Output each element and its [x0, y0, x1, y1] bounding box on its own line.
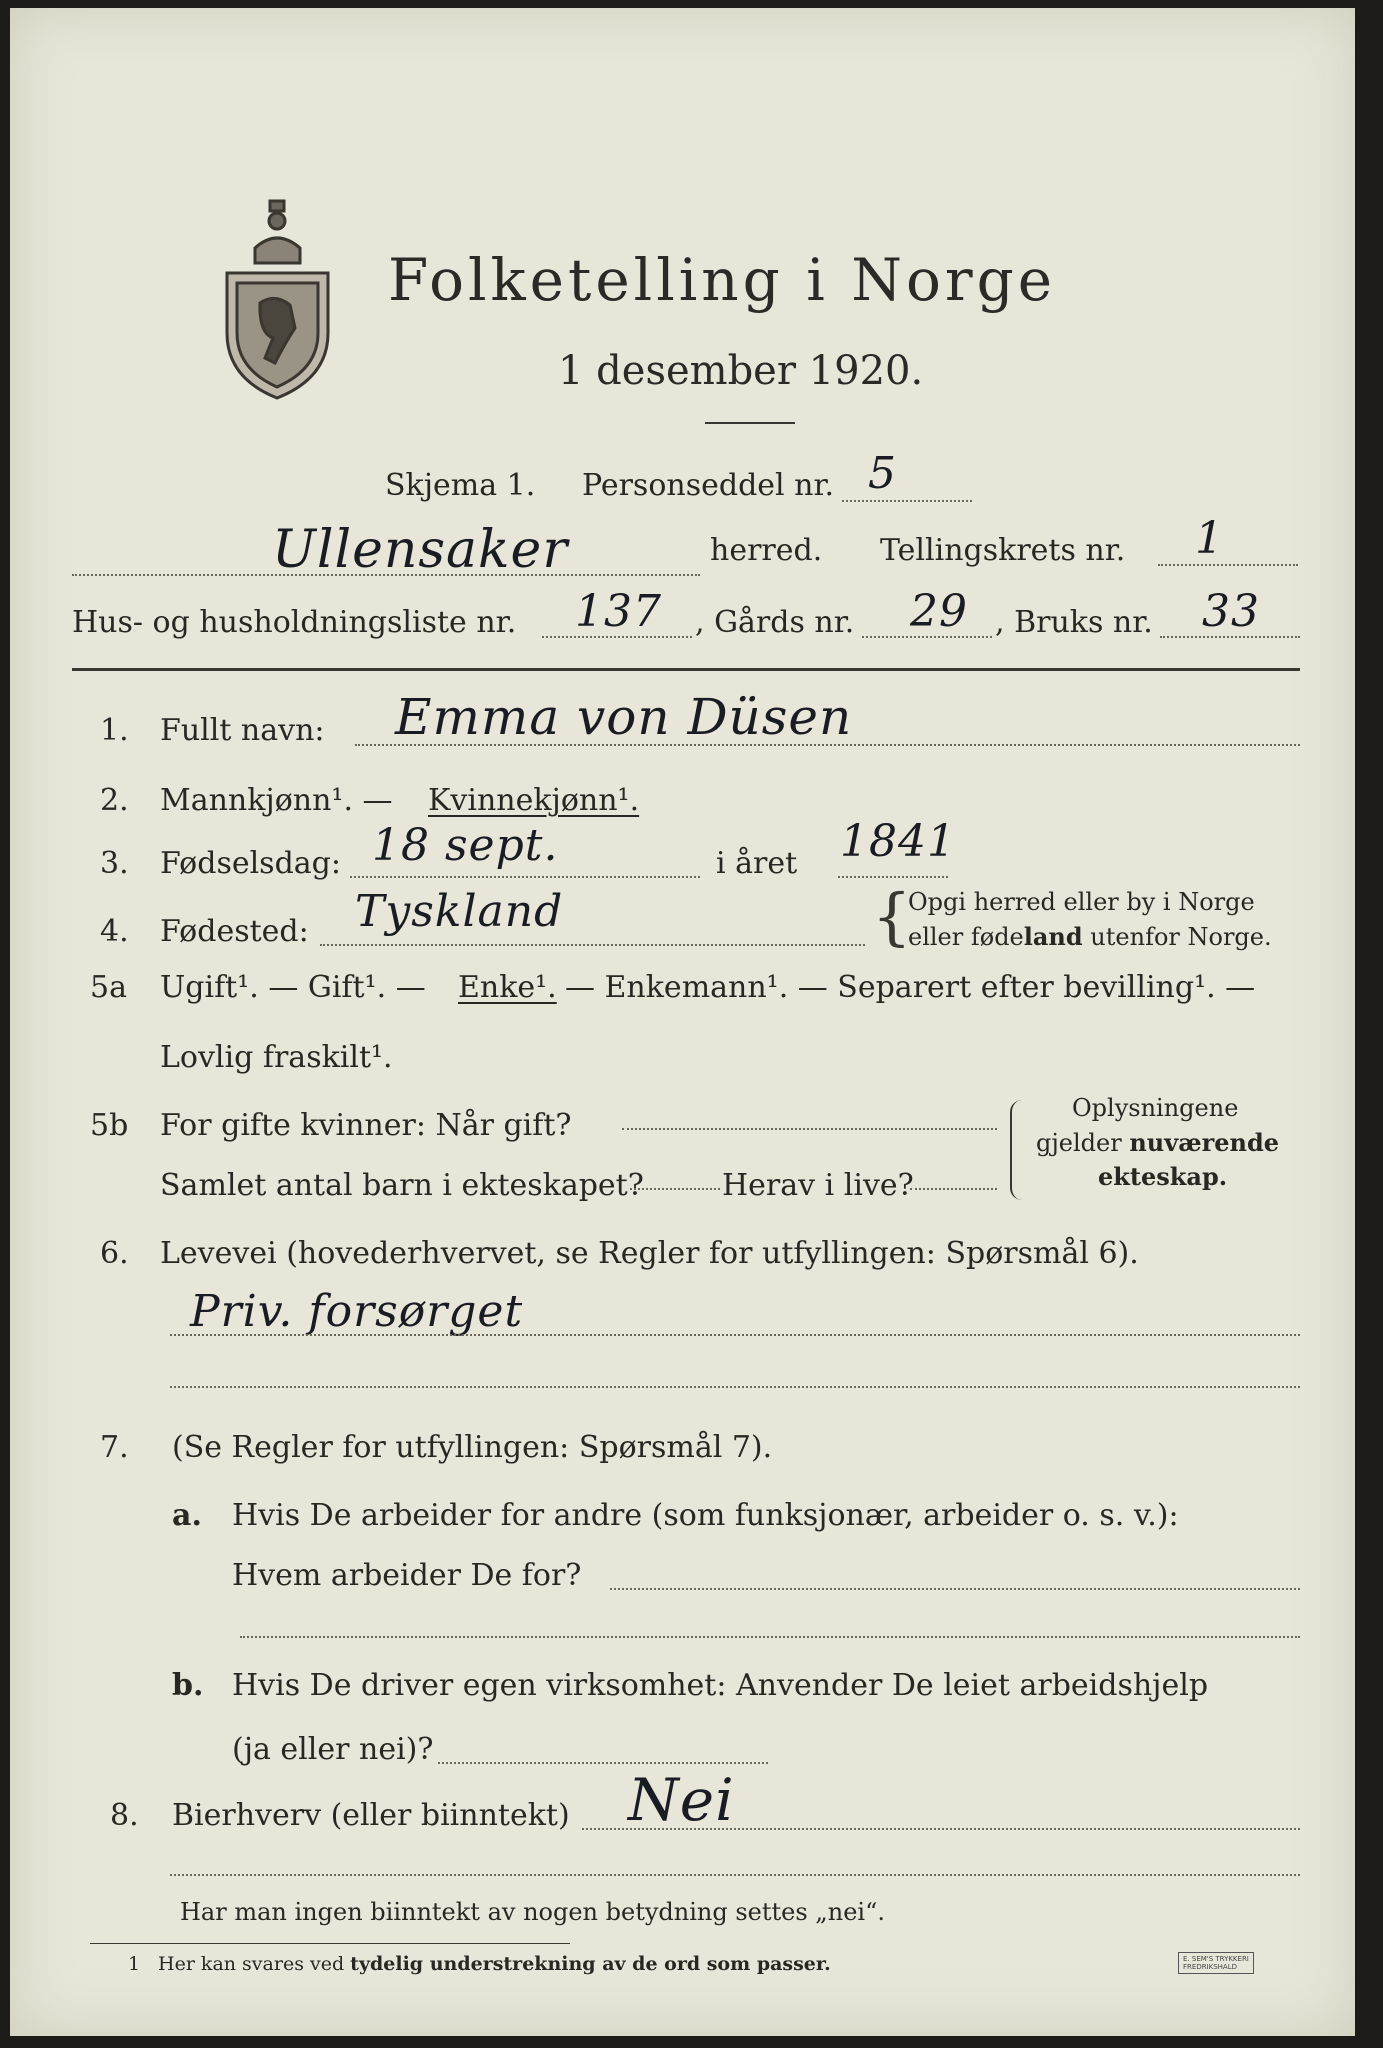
q6-occupation-value: Priv. forsørget: [190, 1286, 524, 1337]
personseddel-value: 5: [868, 448, 897, 499]
q5b-line2b: Herav i live?: [722, 1168, 914, 1203]
footnote-text: Her kan svares ved tydelig understrekning av de ord som passer.: [158, 1953, 831, 1975]
personseddel-label: Personseddel nr.: [582, 468, 835, 503]
q7b-line1: Hvis De driver egen virksomhet: Anvender De leiet arbeidshjelp: [232, 1668, 1209, 1703]
gards-value: 29: [910, 586, 968, 637]
bruks-value: 33: [1202, 586, 1260, 637]
gards-label: , Gårds nr.: [695, 605, 855, 640]
bruks-label: , Bruks nr.: [995, 605, 1153, 640]
q5a-number: 5a: [90, 970, 127, 1005]
q7b-line2: (ja eller nei)?: [232, 1732, 434, 1767]
q3-year-value: 1841: [840, 816, 956, 867]
q5a-status-options-post: — Enkemann¹. — Separert efter bevilling¹. —: [565, 970, 1256, 1005]
q6-label: Levevei (hovederhvervet, se Regler for utfyllingen: Spørsmål 6).: [160, 1236, 1139, 1271]
q8-number: 8.: [110, 1798, 139, 1833]
q4-line: [320, 944, 865, 946]
q8-extra-line: [170, 1874, 1300, 1876]
q5b-alive-line: [910, 1188, 997, 1190]
q3-number: 3.: [100, 846, 129, 881]
q7-number: 7.: [100, 1430, 129, 1465]
form-title: Folketelling i Norge: [388, 246, 1057, 314]
q7-label: (Se Regler for utfyllingen: Spørsmål 7).: [172, 1430, 773, 1465]
q5a-status-options-pre: Ugift¹. — Gift¹. —: [160, 970, 426, 1005]
q4-label: Fødested:: [160, 914, 309, 949]
q1-label: Fullt navn:: [160, 713, 325, 748]
q7a-extra-line: [240, 1636, 1300, 1638]
census-date: 1 desember 1920.: [558, 348, 924, 394]
footer-note: Har man ingen biinntekt av nogen betydning settes „nei“.: [180, 1898, 885, 1926]
q6-line2: [170, 1386, 1300, 1388]
printer-stamp: E. SEM'S TRYKKERI FREDRIKSHALD: [1178, 1952, 1254, 1974]
q5b-line1: For gifte kvinner: Når gift?: [160, 1108, 572, 1143]
herred-label: herred.: [710, 533, 823, 568]
coat-of-arms-icon: [215, 193, 340, 403]
q7a-line1: Hvis De arbeider for andre (som funksjonær, arbeider o. s. v.):: [232, 1498, 1179, 1533]
q5b-brace: [1010, 1100, 1026, 1200]
q5b-line2a: Samlet antal barn i ekteskapet?: [160, 1168, 644, 1203]
q3-line: [350, 876, 700, 878]
tellingskrets-value: 1: [1195, 513, 1224, 564]
q3-birthday-value: 18 sept.: [372, 820, 559, 871]
q1-number: 1.: [100, 713, 129, 748]
herred-value: Ullensaker: [272, 520, 569, 580]
husholdningsliste-value: 137: [575, 586, 662, 637]
q8-side-income-value: Nei: [628, 1766, 735, 1834]
q5b-number: 5b: [90, 1108, 129, 1143]
q7a-employer-line: [610, 1588, 1300, 1590]
q5b-married-line: [622, 1128, 997, 1130]
q4-brace: {: [872, 880, 912, 953]
q4-number: 4.: [100, 914, 129, 949]
q7a-line2: Hvem arbeider De for?: [232, 1558, 582, 1593]
schema-label: Skjema 1.: [385, 468, 536, 503]
q5b-note2: gjelder nuværende: [1036, 1128, 1280, 1157]
census-form-sheet: [10, 8, 1355, 2036]
personseddel-line: [842, 500, 972, 502]
title-divider: [705, 422, 795, 424]
q6-line1: [170, 1334, 1300, 1336]
tellingskrets-line: [1158, 564, 1298, 566]
q3-year-line: [838, 876, 948, 878]
q5b-note1: Oplysningene: [1072, 1094, 1239, 1122]
footer-divider: [90, 1943, 570, 1944]
q8-label: Bierhverv (eller biinntekt): [172, 1798, 570, 1833]
q5b-note3: ekteskap.: [1098, 1162, 1228, 1191]
tellingskrets-label: Tellingskrets nr.: [880, 533, 1126, 568]
q5a-status-enke: Enke¹.: [458, 970, 557, 1005]
q3-label: Fødselsdag:: [160, 846, 341, 881]
q6-number: 6.: [100, 1236, 129, 1271]
q7a-letter: a.: [172, 1498, 202, 1533]
q4-birthplace-value: Tyskland: [355, 886, 564, 937]
q2-male-label: Mannkjønn¹. —: [160, 783, 393, 818]
q2-female-label: Kvinnekjønn¹.: [428, 783, 640, 818]
q5b-children-line: [630, 1188, 720, 1190]
q4-note-line1: Opgi herred eller by i Norge: [908, 888, 1255, 916]
q2-number: 2.: [100, 783, 129, 818]
q7b-letter: b.: [172, 1668, 204, 1703]
footnote-number: 1: [128, 1953, 141, 1975]
q7b-line: [438, 1762, 768, 1764]
q4-note-line2: eller fødeland utenfor Norge.: [908, 922, 1272, 951]
q5a-line2: Lovlig fraskilt¹.: [160, 1040, 393, 1075]
header-divider: [72, 668, 1300, 671]
q3-year-label: i året: [716, 846, 798, 881]
husholdningsliste-label: Hus- og husholdningsliste nr.: [72, 605, 517, 640]
q1-full-name-value: Emma von Düsen: [395, 688, 853, 746]
